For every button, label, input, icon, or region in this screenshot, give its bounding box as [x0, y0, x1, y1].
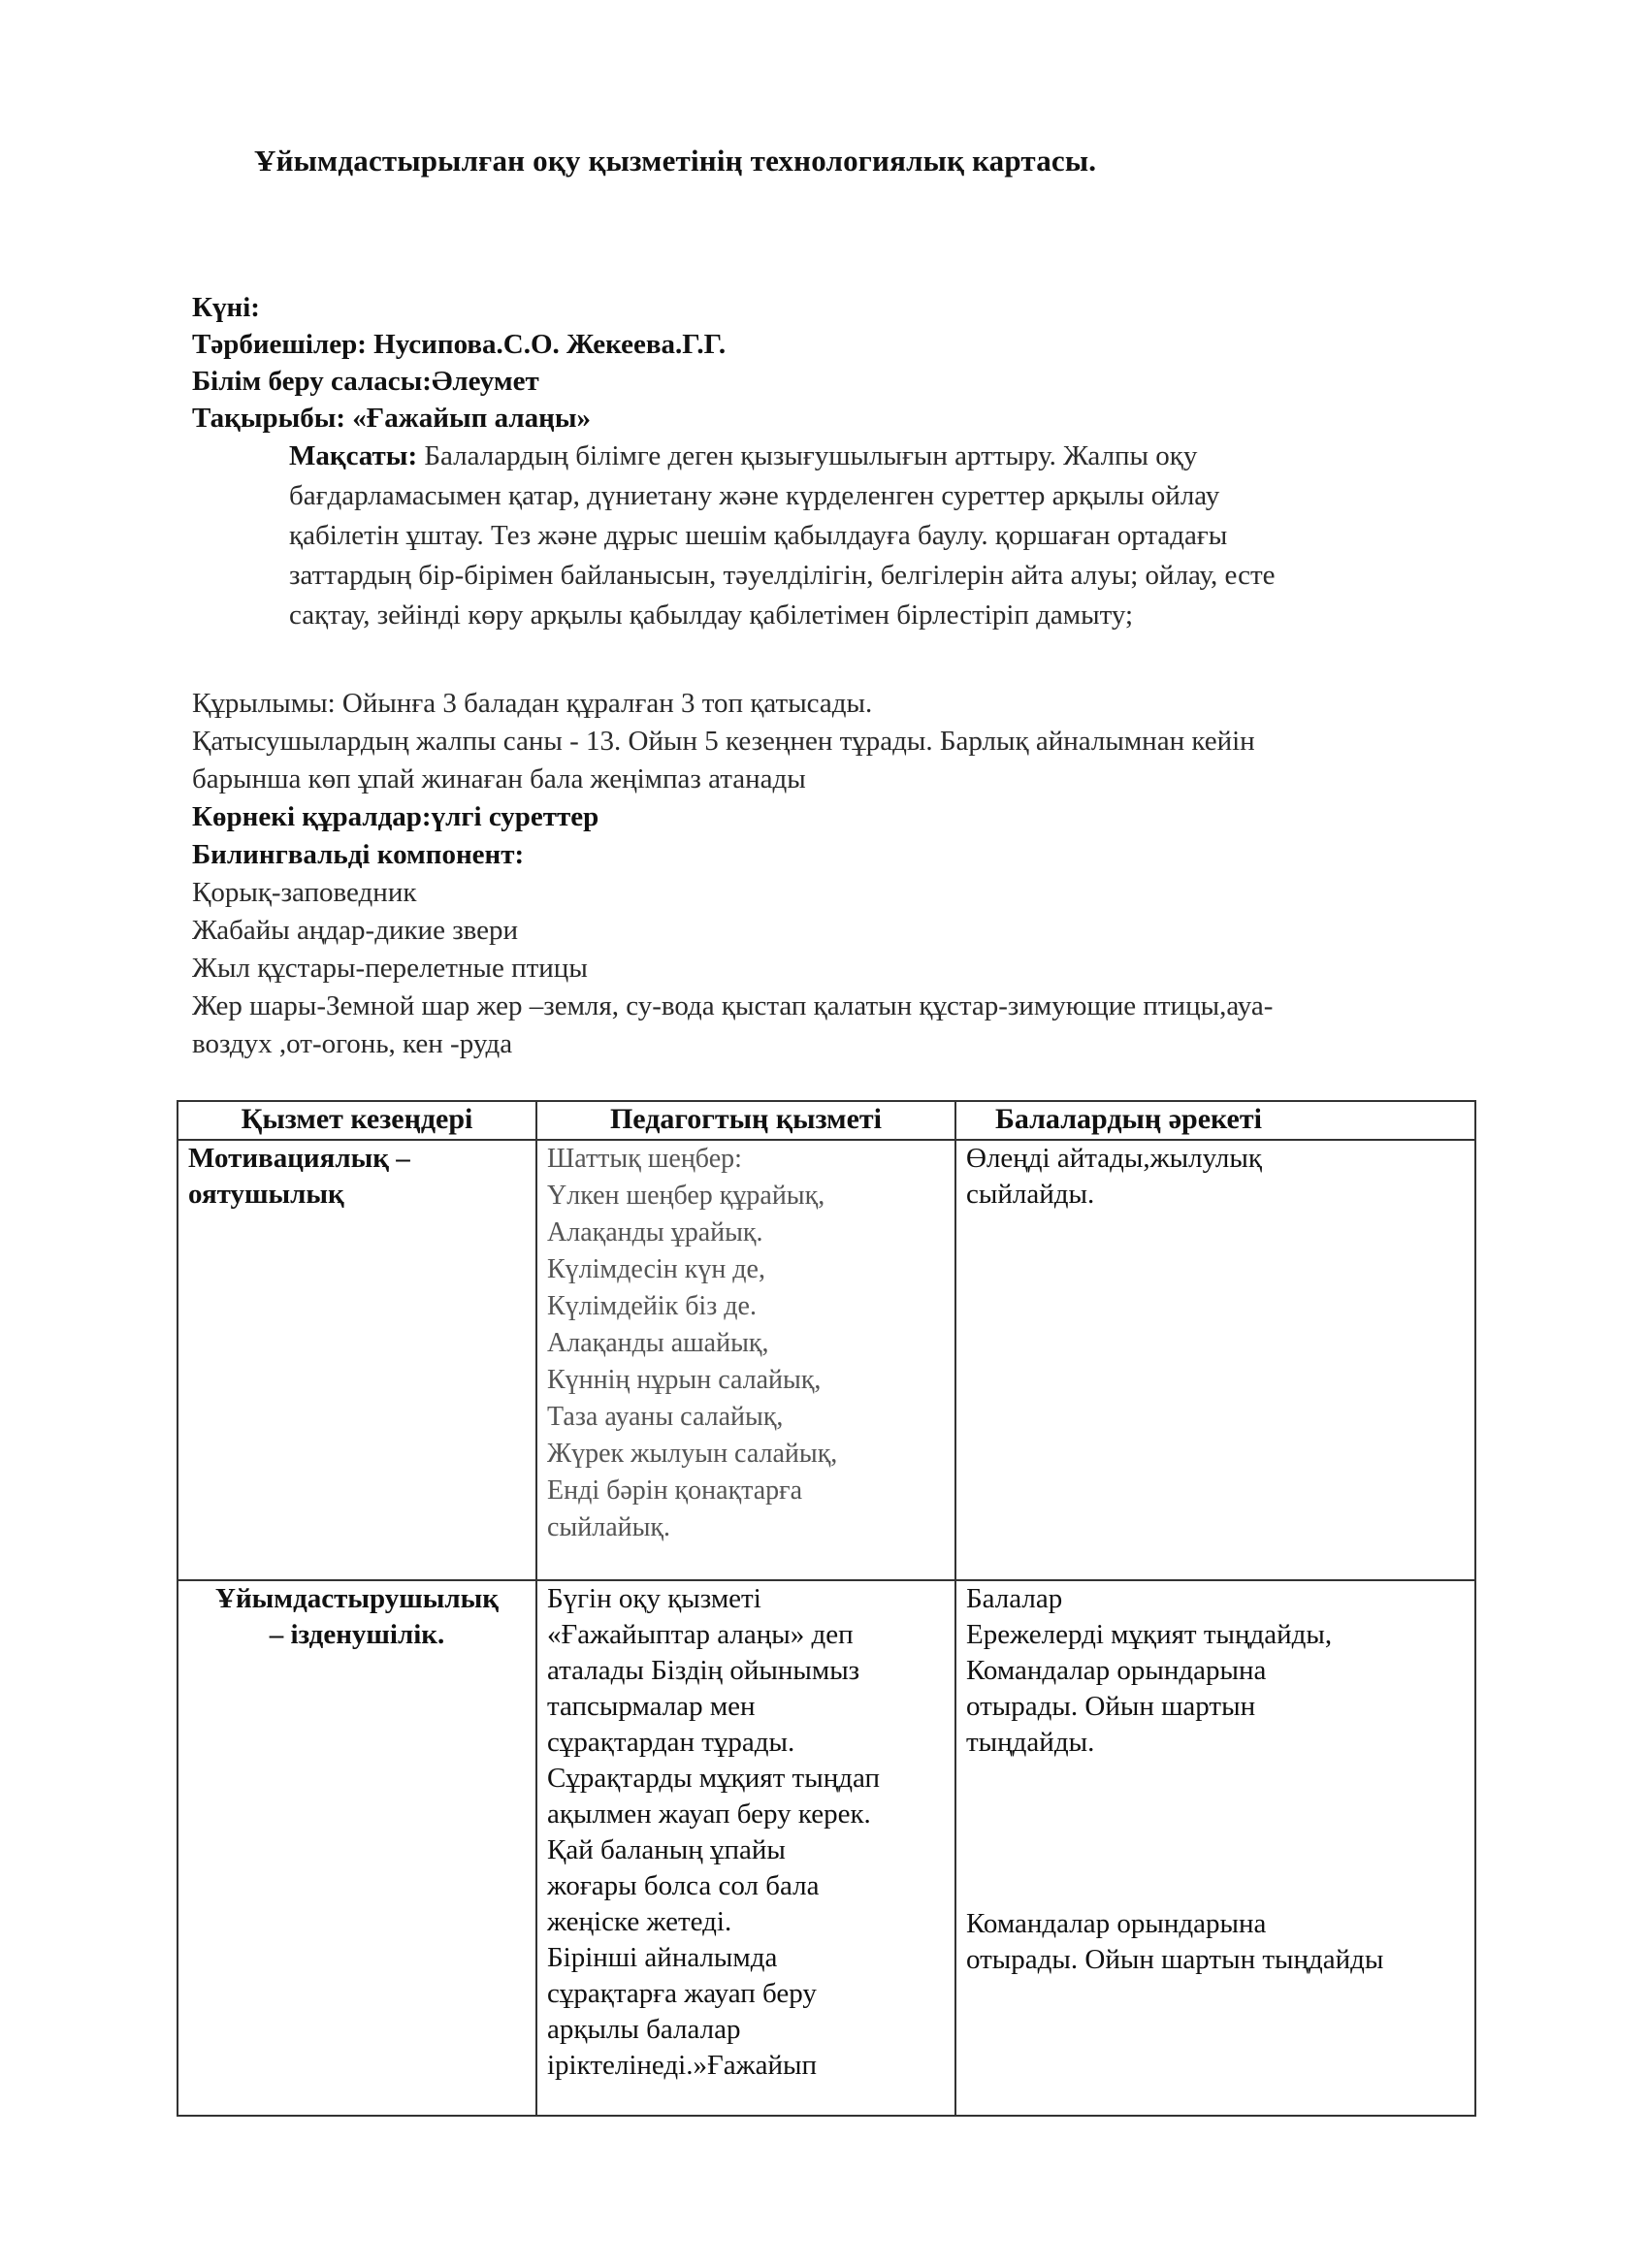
bilingual-item: Жыл құстары-перелетные птицы	[192, 953, 588, 984]
teacher-cell	[536, 1140, 955, 1580]
teacher-line: Күннің нұрын салайық,	[547, 1365, 822, 1395]
teacher-line: жеңіске жетеді.	[547, 1906, 732, 1937]
table-row	[178, 1580, 1475, 2116]
structure-block	[192, 685, 1492, 1063]
date-line: Күні:	[192, 292, 260, 323]
teacher-line: «Ғажайыптар алаңы» деп	[547, 1619, 854, 1650]
bilingual-item: Қорық-заповедник	[192, 877, 417, 908]
children-line: Ережелерді мұқият тыңдайды,	[966, 1619, 1333, 1650]
structure-line: барынша көп ұпай жинаған бала жеңімпаз атанады	[192, 763, 806, 794]
structure-line: Қатысушылардың жалпы саны - 13. Ойын 5 кезеңнен тұрады. Барлық айналымнан кейін	[192, 726, 1255, 757]
teacher-line: Бірінші айналымда	[547, 1942, 778, 1973]
stage-cell	[178, 1140, 536, 1580]
teacher-line: сыйлайық.	[547, 1512, 671, 1542]
teacher-line: жоғары болса сол бала	[547, 1870, 820, 1901]
stage-text: Ұйымдастырушылық	[215, 1583, 499, 1614]
teacher-line: Енді бәрін қонақтарға	[547, 1475, 803, 1506]
table-row	[178, 1140, 1475, 1580]
teacher-line: тапсырмалар мен	[547, 1691, 756, 1722]
teacher-line: Бүгін оқу қызметі	[547, 1583, 761, 1614]
teacher-line: аталады Біздің ойынымыз	[547, 1655, 860, 1686]
children-line: Балалар	[966, 1583, 1063, 1614]
teacher-line: Жүрек жылуын салайық,	[547, 1439, 838, 1469]
teacher-line: Үлкен шеңбер құрайық,	[547, 1181, 825, 1211]
visual-aids-line: Көрнекі құралдар:үлгі суреттер	[192, 801, 599, 832]
stage-cell	[178, 1580, 536, 2116]
children-cell	[955, 1580, 1475, 2116]
goal-label: Мақсаты:	[289, 440, 418, 471]
children-line: отырады. Ойын шартын тыңдайды	[966, 1944, 1384, 1975]
teacher-line: Алақанды ашайық,	[547, 1328, 769, 1358]
goal-line: сақтау, зейінді көру арқылы қабылдау қабілетімен бірлестіріп дамыту;	[289, 599, 1134, 631]
teacher-line: Күлімдейік біз де.	[547, 1291, 757, 1321]
structure-line: Құрылымы: Ойынға 3 баладан құралған 3 топ қатысады.	[192, 688, 873, 719]
teacher-line: Сұрақтарды мұқият тыңдап	[547, 1763, 880, 1794]
header-stage: Қызмет кезеңдері	[178, 1101, 536, 1140]
children-line: сыйлайды.	[966, 1179, 1095, 1210]
children-line: тыңдайды.	[966, 1727, 1095, 1758]
teacher-cell	[536, 1580, 955, 2116]
teacher-line: сұрақтардан тұрады.	[547, 1727, 795, 1758]
teachers-line: Тәрбиешілер: Нусипова.С.О. Жекеева.Г.Г.	[192, 329, 727, 360]
table-header-row	[178, 1101, 1475, 1140]
children-line: Командалар орындарына	[966, 1655, 1267, 1686]
bilingual-item: Жабайы аңдар-дикие звери	[192, 915, 519, 946]
teacher-line: арқылы балалар	[547, 2014, 741, 2045]
teacher-line: Шаттық шеңбер:	[547, 1144, 742, 1174]
stage-text: Мотивациялық –	[188, 1143, 410, 1174]
goal-line: заттардың бір-бірімен байланысын, тәуелділігін, белгілерін айта алуы; ойлау, есте	[289, 560, 1276, 591]
teacher-line: Алақанды ұрайық.	[547, 1217, 763, 1247]
goal-line: Балалардың білімге деген қызығушылығын арттыру. Жалпы оқу	[417, 440, 1198, 471]
goal-paragraph	[289, 437, 1453, 635]
children-line: отырады. Ойын шартын	[966, 1691, 1256, 1722]
children-cell	[955, 1140, 1475, 1580]
teacher-line: Таза ауаны салайық,	[547, 1402, 784, 1432]
bilingual-label: Билингвальді компонент:	[192, 839, 525, 870]
teacher-line: сұрақтарға жауап беру	[547, 1978, 817, 2009]
teacher-line: Қай баланың ұпайы	[547, 1834, 786, 1865]
children-line: Өлеңді айтады,жылулық	[966, 1143, 1262, 1174]
children-line: Командалар орындарына	[966, 1908, 1267, 1939]
bilingual-item: Жер шары-Земной шар жер –земля, су-вода қыстап қалатын құстар-зимующие птицы,ауа-	[192, 990, 1274, 1021]
stage-text: – ізденушілік.	[269, 1619, 445, 1650]
header-teacher: Педагогтың қызметі	[536, 1101, 955, 1140]
teacher-line: ақылмен жауап беру керек.	[547, 1798, 871, 1830]
topic-line: Тақырыбы: «Ғажайып алаңы»	[192, 403, 591, 434]
stage-text: оятушылық	[188, 1179, 344, 1210]
page-title: Ұйымдастырылған оқу қызметінің технологиялық картасы.	[254, 144, 1097, 178]
teacher-line: Күлімдесін күн де,	[547, 1254, 765, 1284]
field-line: Білім беру саласы:Әлеумет	[192, 366, 539, 397]
header-children: Балалардың әрекеті	[955, 1101, 1475, 1140]
teacher-line: іріктелінеді.»Ғажайып	[547, 2050, 818, 2081]
meta-block	[192, 289, 726, 437]
spacer	[966, 1761, 1465, 1906]
bilingual-item: воздух ,от-огонь, кен -руда	[192, 1028, 513, 1059]
goal-line: бағдарламасымен қатар, дүниетану және күрделенген суреттер арқылы ойлау	[289, 480, 1220, 511]
stages-table	[177, 1100, 1476, 2117]
goal-line: қабілетін ұштау. Тез және дұрыс шешім қабылдауға баулу. қоршаған ортадағы	[289, 520, 1228, 551]
